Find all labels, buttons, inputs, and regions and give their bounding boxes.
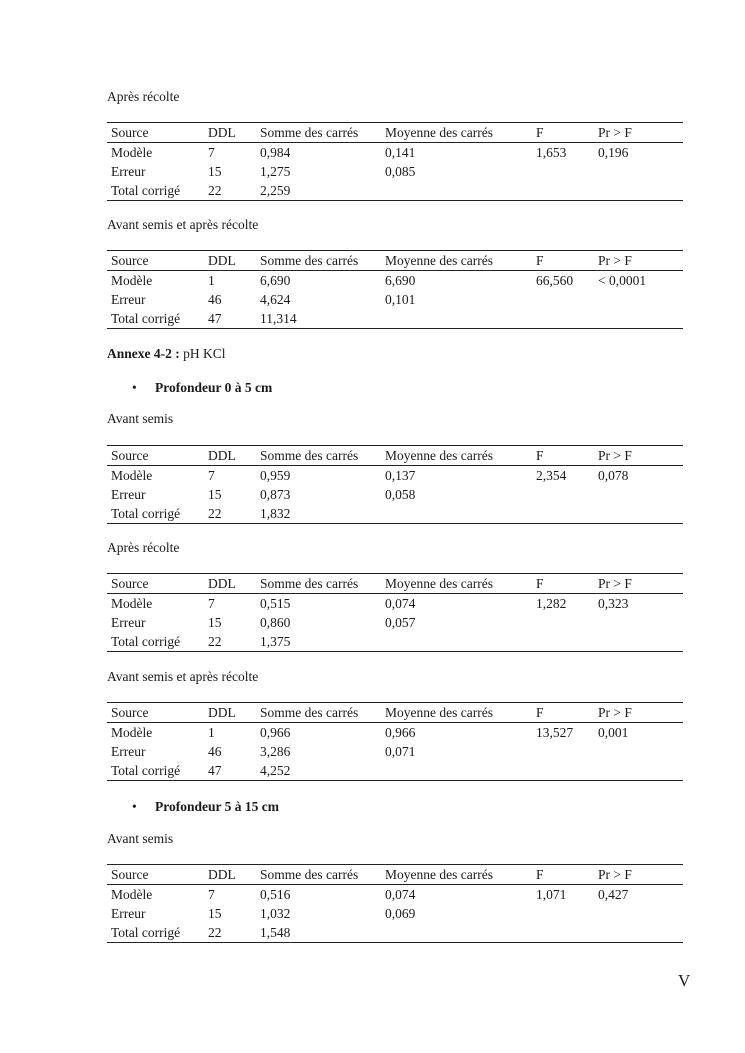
table-header-row (107, 251, 683, 271)
table-cell (381, 181, 532, 201)
table-cell: Total corrigé (111, 763, 181, 778)
table-cell (532, 761, 594, 781)
table-header-row (107, 574, 683, 594)
table-cell: 1,548 (260, 925, 291, 940)
table-header-row (107, 865, 683, 885)
column-header: Source (107, 123, 204, 143)
bullet-text: Profondeur 0 à 5 cm (155, 380, 273, 395)
table-row (107, 504, 683, 524)
column-header: Moyenne des carrés (381, 123, 532, 143)
table-cell: 46 (208, 292, 222, 307)
table-row (107, 923, 683, 943)
table-cell: Erreur (111, 164, 146, 179)
anova-table (107, 250, 683, 329)
table-cell: 13,527 (536, 725, 574, 740)
column-header: DDL (204, 574, 256, 594)
table-cell: 1,375 (260, 634, 291, 649)
table-cell: 47 (208, 311, 222, 326)
column-header: DDL (204, 123, 256, 143)
column-header: DDL (204, 703, 256, 723)
column-header: Source (107, 703, 204, 723)
anova-table (107, 445, 683, 524)
table-cell: 22 (208, 634, 222, 649)
column-header: Source (107, 446, 204, 466)
table-cell: Modèle (111, 887, 153, 902)
table-cell (594, 290, 683, 309)
table-cell: 0,427 (598, 887, 629, 902)
table-cell: 7 (208, 887, 215, 902)
table-row (107, 885, 683, 905)
table-cell (594, 504, 683, 524)
table-cell: Modèle (111, 596, 153, 611)
table-row (107, 632, 683, 652)
table-cell: 1 (208, 725, 215, 740)
table-cell: 11,314 (260, 311, 297, 326)
table-cell: 7 (208, 145, 215, 160)
column-header: Somme des carrés (256, 446, 381, 466)
table-cell: 0,984 (260, 145, 291, 160)
page-number: V (678, 971, 691, 990)
annexe-label: Annexe 4-2 : (107, 346, 180, 361)
table-cell (532, 309, 594, 329)
bullet-dot: • (132, 799, 137, 814)
table-cell (532, 485, 594, 504)
section-title: Après récolte (107, 89, 180, 104)
section-title: Avant semis (107, 411, 174, 426)
table-cell: 0,069 (385, 906, 416, 921)
table-cell: 22 (208, 506, 222, 521)
table-cell (594, 761, 683, 781)
table-cell: 0,515 (260, 596, 291, 611)
column-header: DDL (204, 865, 256, 885)
table-cell (381, 504, 532, 524)
table-row (107, 723, 683, 743)
column-header: Moyenne des carrés (381, 574, 532, 594)
table-cell (594, 632, 683, 652)
table-header-row (107, 123, 683, 143)
table-cell: 2,259 (260, 183, 291, 198)
table-cell: 0,074 (385, 887, 416, 902)
table-cell: 1,832 (260, 506, 291, 521)
table-cell: Modèle (111, 468, 153, 483)
section-title: Avant semis et après récolte (107, 669, 259, 684)
table-cell: 0,071 (385, 744, 416, 759)
column-header: Somme des carrés (256, 574, 381, 594)
bullet-dot: • (132, 380, 137, 395)
table-row (107, 742, 683, 761)
section-title: Après récolte (107, 540, 180, 555)
table-row (107, 594, 683, 614)
table-cell: Erreur (111, 906, 146, 921)
table-cell: 4,624 (260, 292, 291, 307)
column-header: Pr > F (594, 574, 683, 594)
table-header-row (107, 446, 683, 466)
table-cell: Erreur (111, 744, 146, 759)
table-cell: 0,516 (260, 887, 291, 902)
table-cell: 0,085 (385, 164, 416, 179)
table-cell: 1,275 (260, 164, 291, 179)
table-cell: Erreur (111, 292, 146, 307)
table-row (107, 271, 683, 291)
column-header: Pr > F (594, 446, 683, 466)
table-cell: 22 (208, 183, 222, 198)
table-cell: 0,078 (598, 468, 629, 483)
column-header: F (532, 251, 594, 271)
table-row (107, 143, 683, 163)
column-header: Somme des carrés (256, 251, 381, 271)
table-cell: 0,101 (385, 292, 416, 307)
table-cell: Total corrigé (111, 183, 181, 198)
table-cell: 0,873 (260, 487, 291, 502)
anova-table (107, 702, 683, 781)
column-header: DDL (204, 446, 256, 466)
table-cell: 15 (208, 487, 222, 502)
table-cell: 46 (208, 744, 222, 759)
column-header: DDL (204, 251, 256, 271)
table-cell: Total corrigé (111, 311, 181, 326)
bullet-text: Profondeur 5 à 15 cm (155, 799, 279, 814)
table-row (107, 181, 683, 201)
column-header: Moyenne des carrés (381, 446, 532, 466)
table-cell (594, 162, 683, 181)
column-header: Source (107, 574, 204, 594)
table-row (107, 761, 683, 781)
table-cell: 0,196 (598, 145, 629, 160)
table-cell: 15 (208, 906, 222, 921)
column-header: F (532, 574, 594, 594)
table-cell (532, 742, 594, 761)
table-cell: 0,959 (260, 468, 291, 483)
table-cell (532, 923, 594, 943)
table-cell: Modèle (111, 273, 153, 288)
table-cell: 22 (208, 925, 222, 940)
table-cell (532, 904, 594, 923)
table-cell: 1,032 (260, 906, 291, 921)
column-header: F (532, 446, 594, 466)
table-cell (594, 309, 683, 329)
table-cell (594, 742, 683, 761)
table-cell (381, 761, 532, 781)
table-cell (594, 485, 683, 504)
column-header: F (532, 703, 594, 723)
table-cell: 1 (208, 273, 215, 288)
table-cell: 0,001 (598, 725, 629, 740)
table-cell (532, 181, 594, 201)
table-cell: 15 (208, 615, 222, 630)
column-header: Somme des carrés (256, 123, 381, 143)
table-cell: 0,057 (385, 615, 416, 630)
column-header: Pr > F (594, 251, 683, 271)
column-header: Somme des carrés (256, 703, 381, 723)
column-header: Pr > F (594, 703, 683, 723)
table-cell: 0,137 (385, 468, 416, 483)
anova-table (107, 573, 683, 652)
table-cell: 47 (208, 763, 222, 778)
annexe-heading (107, 346, 226, 362)
table-row (107, 290, 683, 309)
table-cell: 7 (208, 596, 215, 611)
column-header: Pr > F (594, 123, 683, 143)
table-row (107, 162, 683, 181)
column-header: Moyenne des carrés (381, 251, 532, 271)
section-title: Avant semis (107, 831, 174, 846)
table-cell (532, 504, 594, 524)
table-cell (532, 632, 594, 652)
table-cell (532, 162, 594, 181)
table-row (107, 613, 683, 632)
table-cell: 1,282 (536, 596, 567, 611)
table-cell: 0,966 (385, 725, 416, 740)
table-cell: 3,286 (260, 744, 291, 759)
column-header: F (532, 123, 594, 143)
table-cell: 4,252 (260, 763, 291, 778)
table-cell: 7 (208, 468, 215, 483)
annexe-text: pH KCl (179, 346, 226, 361)
column-header: Source (107, 251, 204, 271)
table-cell (381, 309, 532, 329)
section-title: Avant semis et après récolte (107, 217, 259, 232)
table-cell (381, 632, 532, 652)
table-cell: 6,690 (385, 273, 416, 288)
table-cell (532, 613, 594, 632)
column-header: Somme des carrés (256, 865, 381, 885)
table-cell: 6,690 (260, 273, 291, 288)
table-cell: 1,071 (536, 887, 567, 902)
column-header: Moyenne des carrés (381, 865, 532, 885)
table-cell (532, 290, 594, 309)
column-header: Pr > F (594, 865, 683, 885)
table-cell: 0,966 (260, 725, 291, 740)
table-cell (594, 181, 683, 201)
table-cell: 0,074 (385, 596, 416, 611)
anova-table (107, 122, 683, 201)
table-cell: 15 (208, 164, 222, 179)
table-cell: Modèle (111, 725, 153, 740)
table-cell: Modèle (111, 145, 153, 160)
table-cell: 2,354 (536, 468, 567, 483)
table-cell: 0,141 (385, 145, 416, 160)
column-header: Source (107, 865, 204, 885)
table-cell: Total corrigé (111, 925, 181, 940)
table-cell (594, 904, 683, 923)
table-row (107, 466, 683, 486)
table-cell: Erreur (111, 615, 146, 630)
table-header-row (107, 703, 683, 723)
table-cell: 0,058 (385, 487, 416, 502)
table-cell: 66,560 (536, 273, 574, 288)
table-row (107, 309, 683, 329)
table-cell: Total corrigé (111, 634, 181, 649)
table-cell: < 0,0001 (598, 273, 647, 288)
table-row (107, 485, 683, 504)
table-cell: Erreur (111, 487, 146, 502)
table-cell: 0,860 (260, 615, 291, 630)
table-cell (594, 923, 683, 943)
column-header: F (532, 865, 594, 885)
column-header: Moyenne des carrés (381, 703, 532, 723)
table-row (107, 904, 683, 923)
table-cell: 1,653 (536, 145, 567, 160)
anova-table (107, 864, 683, 943)
table-cell: 0,323 (598, 596, 629, 611)
table-cell (594, 613, 683, 632)
table-cell (381, 923, 532, 943)
table-cell: Total corrigé (111, 506, 181, 521)
